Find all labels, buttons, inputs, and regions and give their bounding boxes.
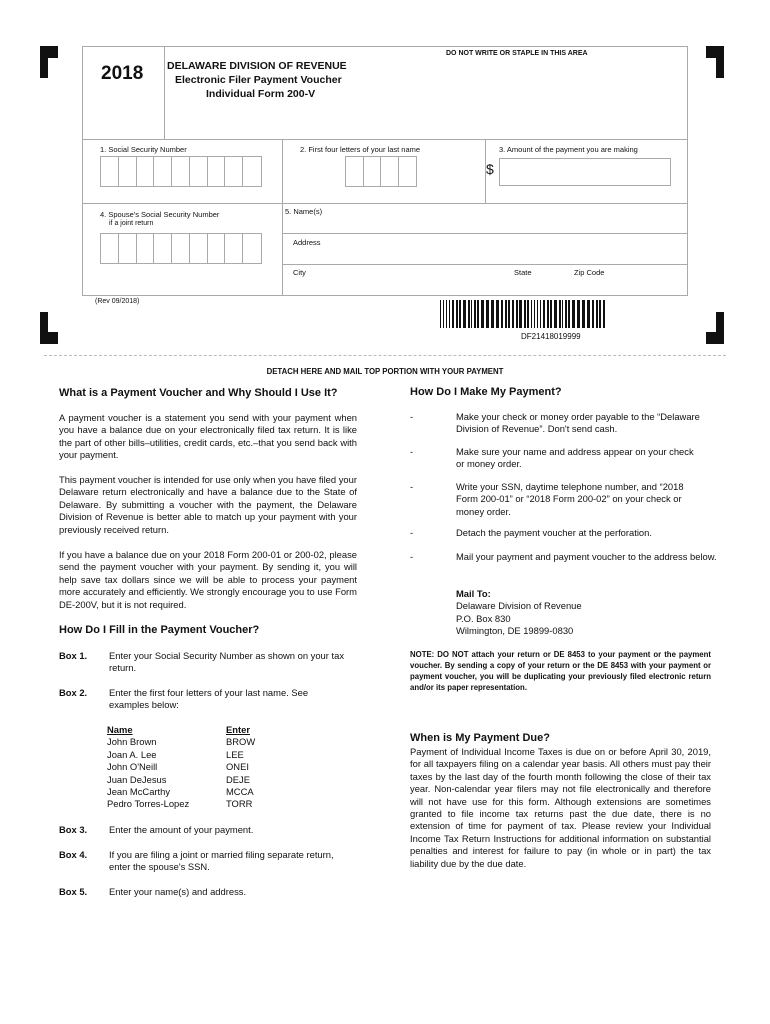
make-payment-heading: How Do I Make My Payment?: [410, 386, 562, 398]
ssn-input[interactable]: [100, 156, 262, 187]
voucher-purpose-paragraph-1: A payment voucher is a statement you send with your payment when you have a balance due on your electronically filed tax return. It is like the part of other bills–utilities, credit cards, etc.–that you send back with your payment.: [59, 412, 357, 461]
last-name-input[interactable]: [345, 156, 417, 187]
form-title: Electronic Filer Payment Voucher: [175, 74, 342, 86]
box-2-label: Box 2.: [59, 687, 88, 698]
corner-mark-bottom-right: [706, 332, 724, 344]
payment-step-1: Make your check or money order payable to the “Delaware Division of Revenue”. Don't send cash.: [456, 411, 700, 435]
examples-table: [107, 724, 277, 811]
mail-to-label: Mail To:: [456, 588, 491, 599]
revision-date: (Rev 09/2018): [95, 298, 140, 305]
bullet-dash: -: [410, 551, 414, 562]
fill-in-heading: How Do I Fill in the Payment Voucher?: [59, 624, 260, 636]
voucher-purpose-paragraph-2: This payment voucher is intended for use only when you have filed your Delaware return electronically and have a balance due to the State of Delaware. By submitting a voucher with the payment, the Delaware Division of Revenue is better able to match up your payment with your previously received return.: [59, 474, 357, 535]
box-2-text: Enter the first four letters of your last name. See examples below:: [109, 687, 309, 711]
form-year: 2018: [101, 63, 144, 84]
box-4-label: Box 4.: [59, 849, 88, 860]
box-1-text: Enter your Social Security Number as shown on your tax return.: [109, 650, 345, 674]
box-3-label: Box 3.: [59, 824, 88, 835]
box-4-text: If you are filing a joint or married filing separate return, enter the spouse's SSN.: [109, 849, 334, 873]
box-3-text: Enter the amount of your payment.: [109, 824, 254, 835]
form-agency: DELAWARE DIVISION OF REVENUE: [167, 60, 347, 72]
examples-enter-header: Enter: [226, 724, 250, 735]
box-5-label: Box 5.: [59, 886, 88, 897]
state-label: State: [514, 268, 532, 277]
table-row: John Brown BROW: [107, 736, 256, 748]
bullet-dash: -: [410, 411, 414, 422]
city-label: City: [293, 268, 306, 277]
last-name-label: 2. First four letters of your last name: [300, 145, 421, 154]
barcode-number: DF21418019999: [521, 332, 581, 341]
table-row: Juan DeJesus DEJE: [107, 773, 250, 785]
corner-mark-top-left: [40, 46, 58, 58]
examples-name-header: Name: [107, 724, 133, 735]
payment-step-4: Detach the payment voucher at the perforation.: [456, 527, 652, 538]
payment-due-paragraph: Payment of Individual Income Taxes is due on or before April 30, 2019, for all taxpayers filing on a calendar year basis. All others must pay their taxes by the last day of the fourth month following the close of their tax year. Non-calendar year filers may not file electronically and therefore will not have use for this form. Although extensions are sometimes granted to file income tax returns past the due date, there is no extension of time for payment of tax. Please review your Individual Income Tax Return Instructions for additional information on substantial penalties and interest for failure to pay (in whole or in part) the tax liability due by the due date.: [410, 746, 711, 869]
payment-due-heading: When is My Payment Due?: [410, 732, 550, 744]
corner-mark-bottom-left: [40, 332, 58, 344]
table-row: John O'Neill ONEI: [107, 761, 249, 773]
spouse-ssn-input[interactable]: [100, 233, 262, 264]
payment-voucher: [82, 46, 688, 296]
bullet-dash: -: [410, 446, 414, 457]
amount-label: 3. Amount of the payment you are making: [499, 145, 638, 154]
payment-step-3: Write your SSN, daytime telephone number, and “2018 Form 200-01” or “2018 Form 200-02” on your check or money order.: [456, 481, 684, 517]
ssn-label: 1. Social Security Number: [100, 145, 187, 154]
table-row: Jean McCarthy MCCA: [107, 786, 254, 798]
bullet-dash: -: [410, 481, 414, 492]
address-label: Address: [293, 238, 321, 247]
dollar-sign: $: [486, 161, 494, 177]
voucher-purpose-paragraph-3: If you have a balance due on your 2018 Form 200-01 or 200-02, please send the payment voucher with your payment. By sending it, you will help save tax dollars since we will be able to process your payment more accurately and efficiently. We strongly encourage you to use Form DE-200V, but it is not required.: [59, 549, 357, 610]
mail-address-line-2: P.O. Box 830: [456, 613, 511, 624]
payment-step-2: Make sure your name and address appear on your check or money order.: [456, 446, 694, 470]
zip-label: Zip Code: [574, 268, 605, 277]
table-row: Pedro Torres-Lopez TORR: [107, 798, 253, 810]
do-not-write-notice: DO NOT WRITE OR STAPLE IN THIS AREA: [446, 50, 588, 57]
mail-address-line-3: Wilmington, DE 19899-0830: [456, 625, 574, 636]
mail-address-line-1: Delaware Division of Revenue: [456, 600, 582, 611]
voucher-purpose-heading: What is a Payment Voucher and Why Should I Use It?: [59, 387, 338, 399]
detach-instruction: DETACH HERE AND MAIL TOP PORTION WITH YOUR PAYMENT: [266, 367, 504, 376]
bullet-dash: -: [410, 527, 414, 538]
box-5-text: Enter your name(s) and address.: [109, 886, 247, 897]
names-label: 5. Name(s): [285, 207, 323, 216]
form-number: Individual Form 200-V: [206, 88, 316, 100]
corner-mark-top-right: [706, 46, 724, 58]
amount-input[interactable]: [499, 158, 671, 186]
table-row: Joan A. Lee LEE: [107, 748, 244, 760]
spouse-ssn-label: 4. Spouse's Social Security Number: [100, 210, 220, 219]
attachment-note: NOTE: DO NOT attach your return or DE 8453 to your payment or the payment voucher. By sending a copy of your return or the DE 8453 with your payment or payment voucher, you will be duplicating your previously filed electronic return and/or its paper representation.: [410, 650, 711, 692]
spouse-ssn-note: if a joint return: [109, 220, 154, 227]
perforation-line: [44, 355, 726, 356]
payment-step-5: Mail your payment and payment voucher to the address below.: [456, 551, 717, 562]
barcode: [440, 300, 607, 328]
box-1-label: Box 1.: [59, 650, 88, 661]
